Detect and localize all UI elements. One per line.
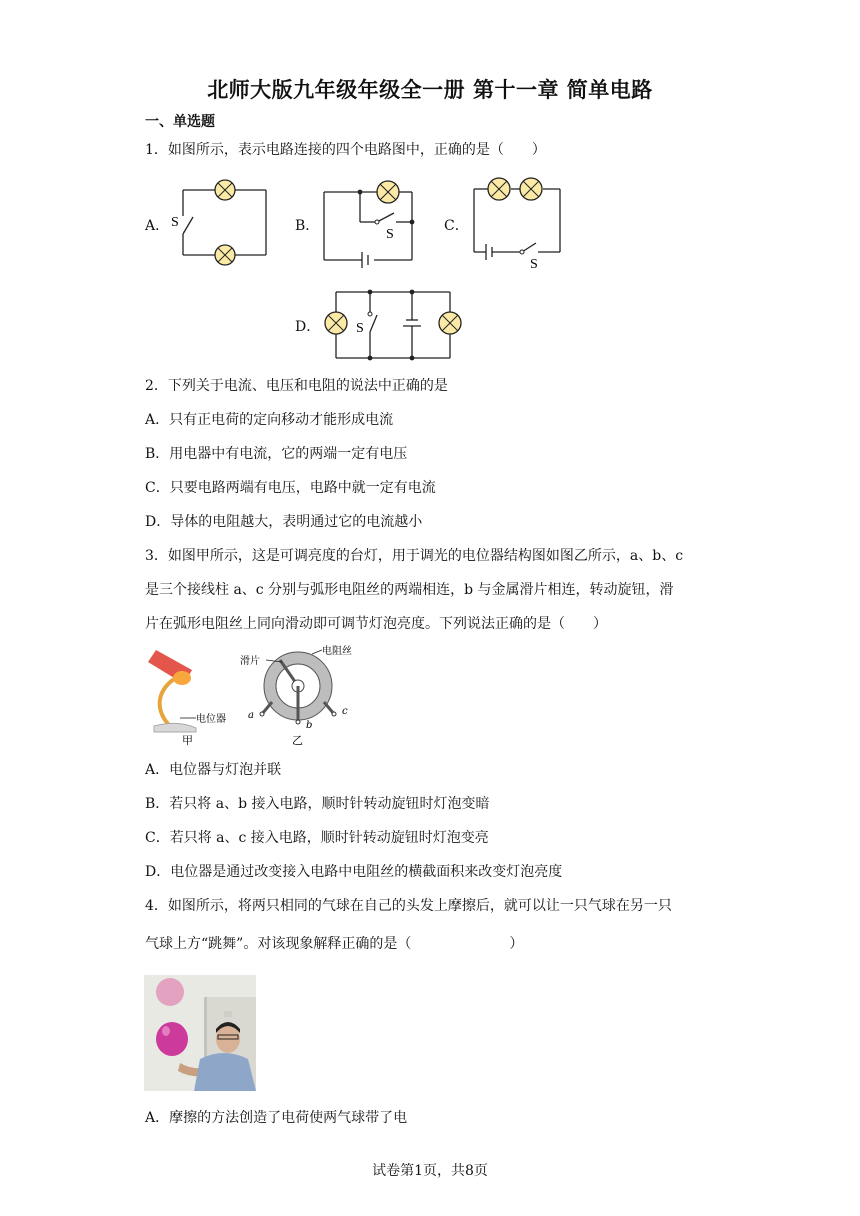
circuit-diagram-a	[168, 178, 272, 266]
q4-stem-line2: 气球上方“跳舞”。对该现象解释正确的是（ ）	[145, 936, 524, 952]
lamp-icon	[215, 245, 235, 265]
slider-label: 滑片	[240, 656, 260, 667]
lamp-icon	[377, 181, 399, 203]
lamp-icon	[488, 178, 510, 200]
balloon-photo	[144, 975, 256, 1091]
desk-lamp-figure	[144, 644, 240, 748]
switch-label: S	[530, 257, 538, 272]
q1-label-b: B．	[295, 218, 320, 234]
switch-label: S	[386, 227, 394, 242]
q2-option-b: B．用电器中有电流，它的两端一定有电压	[145, 446, 408, 462]
circuit-diagram-d	[320, 286, 466, 364]
q3-option-b: B．若只将 a、b 接入电路，顺时针转动旋钮时灯泡变暗	[145, 796, 490, 812]
q1-label-d: D．	[295, 319, 321, 335]
q3-option-c: C．若只将 a、c 接入电路，顺时针转动旋钮时灯泡变亮	[145, 830, 489, 846]
q1-label-a: A．	[145, 218, 170, 234]
lamp-icon	[325, 312, 347, 334]
lamp-icon	[215, 180, 235, 200]
q4-option-a: A．摩擦的方法创造了电荷使两气球带了电	[145, 1110, 408, 1126]
circuit-diagram-b	[318, 176, 420, 268]
potentiometer-label: 电位器	[196, 714, 226, 725]
q3-stem-line3: 片在弧形电阻丝上同向滑动即可调节灯泡亮度。下列说法正确的是（ ）	[145, 616, 607, 632]
page-title: 北师大版九年级年级全一册 第十一章 简单电路	[207, 78, 653, 102]
q3-stem-line1: 3．如图甲所示，这是可调亮度的台灯，用于调光的电位器结构图如图乙所示，a、b、c	[145, 548, 684, 564]
q2-option-a: A．只有正电荷的定向移动才能形成电流	[145, 412, 394, 428]
q4-stem-line1: 4．如图所示，将两只相同的气球在自己的头发上摩擦后，就可以让一只气球在另一只	[145, 898, 672, 914]
switch-label: S	[171, 215, 179, 230]
figure-jia-label: 甲	[182, 734, 193, 747]
q1-stem: 1．如图所示，表示电路连接的四个电路图中，正确的是（ ）	[145, 142, 546, 158]
potentiometer-figure	[236, 642, 356, 750]
lamp-icon	[439, 312, 461, 334]
terminal-c-label: c	[342, 706, 348, 717]
q3-stem-line2: 是三个接线柱 a、c 分别与弧形电阻丝的两端相连，b 与金属滑片相连，转动旋钮，滑	[145, 582, 674, 598]
q2-option-d: D．导体的电阻越大，表明通过它的电流越小	[145, 514, 423, 530]
q3-option-a: A．电位器与灯泡并联	[145, 762, 282, 778]
figure-yi-label: 乙	[292, 734, 303, 747]
q2-stem: 2．下列关于电流、电压和电阻的说法中正确的是	[145, 378, 448, 394]
switch-label: S	[356, 321, 364, 336]
q2-option-c: C．只要电路两端有电压，电路中就一定有电流	[145, 480, 436, 496]
q1-label-c: C．	[444, 218, 469, 234]
circuit-diagram-c	[468, 172, 568, 272]
q3-option-d: D．电位器是通过改变接入电路中电阻丝的横截面积来改变灯泡亮度	[145, 864, 563, 880]
resistance-wire-label: 电阻丝	[322, 646, 352, 657]
page-footer: 试卷第1页，共8页	[372, 1163, 488, 1179]
terminal-b-label: b	[306, 720, 313, 731]
terminal-a-label: a	[248, 710, 254, 721]
lamp-icon	[520, 178, 542, 200]
section-heading: 一、单选题	[145, 114, 215, 130]
